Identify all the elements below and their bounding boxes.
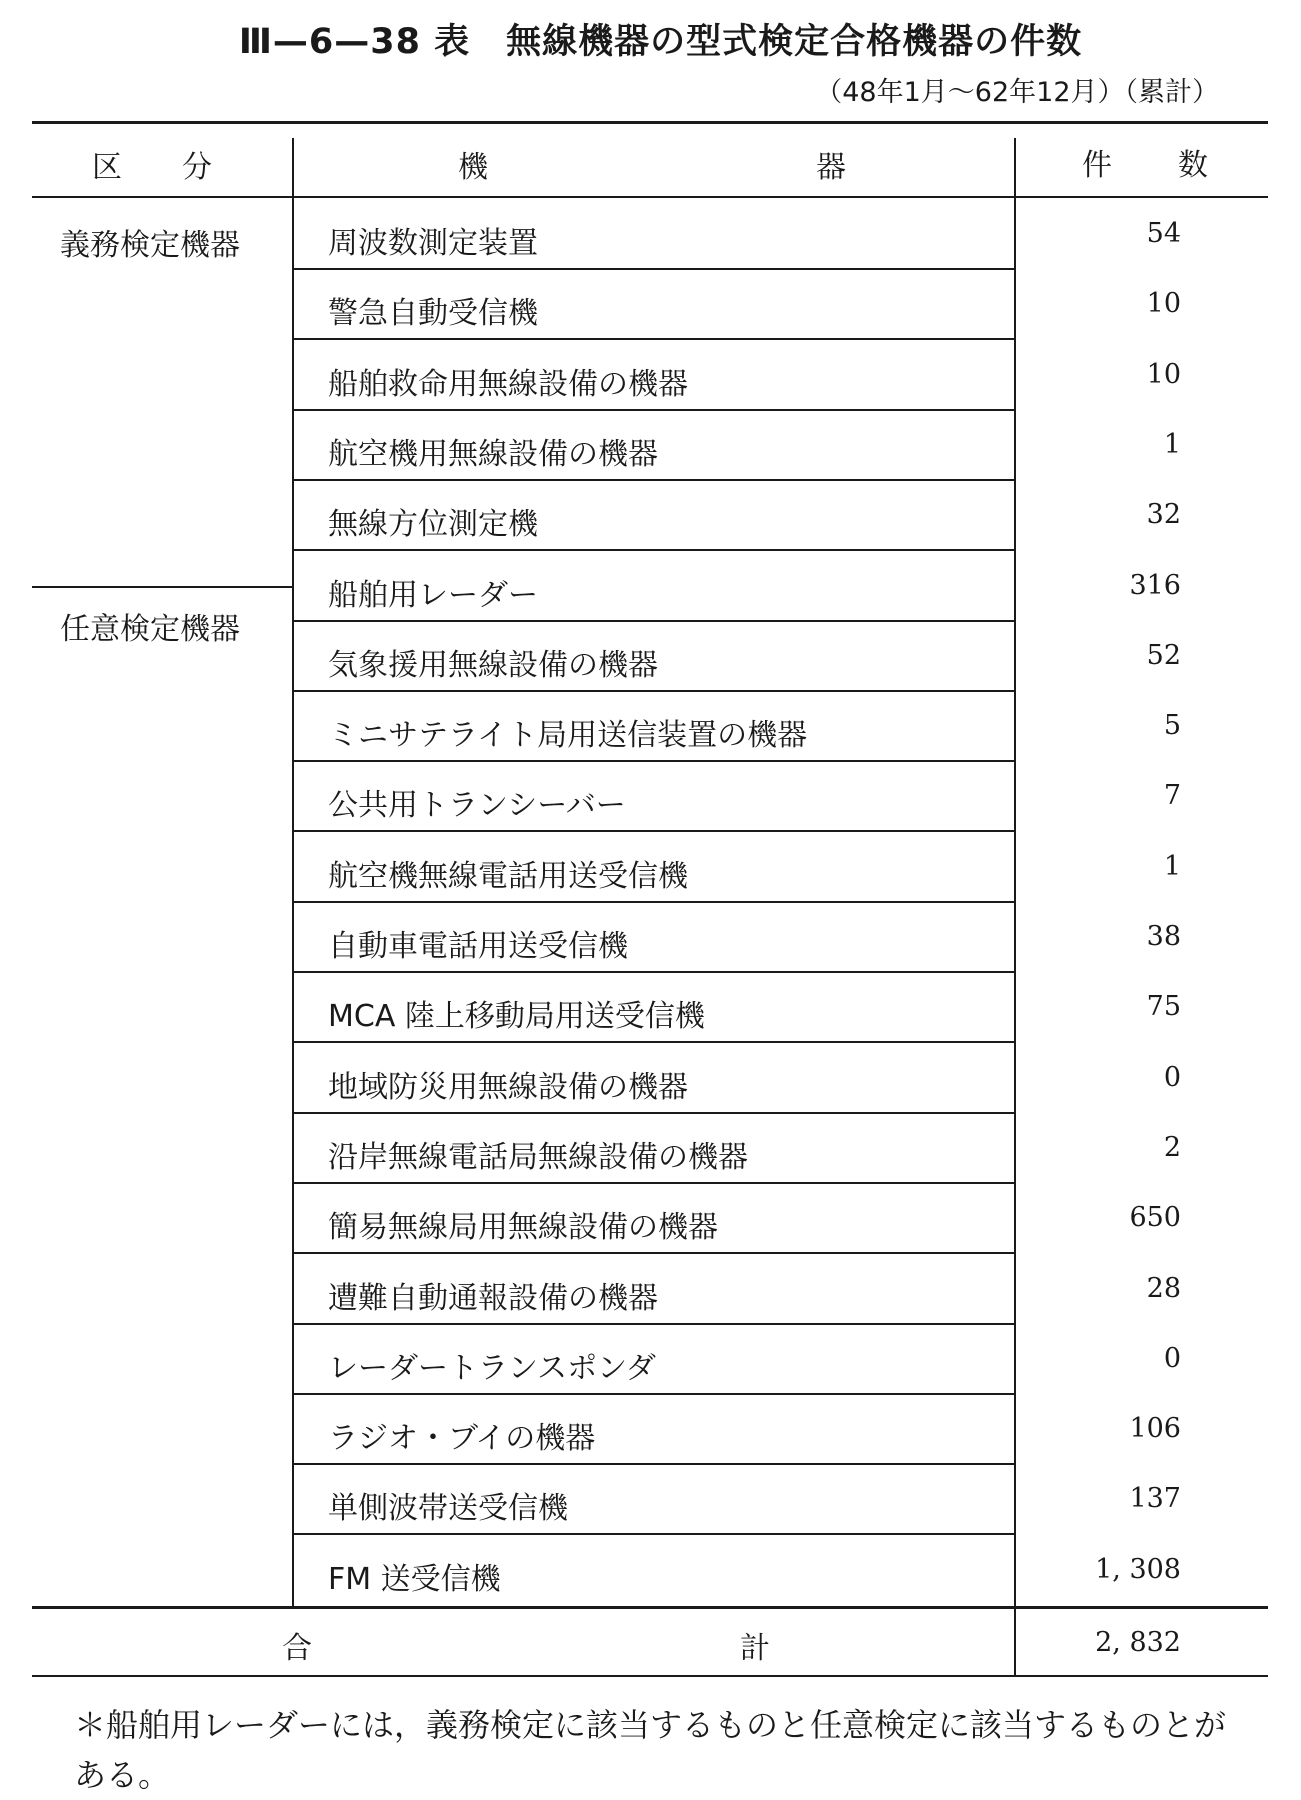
- device-name: 単側波帯送受信機: [328, 1491, 568, 1527]
- table-row: [0, 622, 1301, 692]
- device-name: 警急自動受信機: [328, 296, 538, 332]
- device-name: FM 送受信機: [328, 1561, 501, 1597]
- table-row: [0, 200, 1301, 270]
- device-name: 遭難自動通報設備の機器: [328, 1280, 658, 1316]
- device-count: 52: [1146, 639, 1181, 671]
- device-count: 0: [1163, 1061, 1181, 1093]
- device-name: 航空機用無線設備の機器: [328, 436, 658, 472]
- device-count: 0: [1163, 1342, 1181, 1374]
- device-count: 28: [1146, 1272, 1181, 1304]
- table-row: [0, 552, 1301, 622]
- device-count: 7: [1163, 780, 1181, 812]
- device-name: 船舶救命用無線設備の機器: [328, 366, 688, 402]
- table-row: [0, 1184, 1301, 1254]
- device-count: 54: [1146, 218, 1181, 249]
- table-row: [0, 1255, 1301, 1325]
- table-row: [0, 1536, 1301, 1606]
- device-name: 地域防災用無線設備の機器: [328, 1069, 688, 1105]
- device-count: 32: [1146, 499, 1181, 531]
- device-name: 自動車電話用送受信機: [328, 929, 628, 964]
- table-row: [0, 1325, 1301, 1395]
- total-rule: [32, 1606, 1268, 1609]
- table-row: [0, 692, 1301, 762]
- bottom-rule: [32, 1675, 1268, 1677]
- top-rule: [32, 121, 1268, 124]
- table-row: [0, 973, 1301, 1043]
- category-optional: 任意検定機器: [60, 612, 240, 647]
- device-count: 1, 308: [1095, 1553, 1181, 1585]
- device-name: 無線方位測定機: [328, 507, 538, 543]
- table-row: [0, 1465, 1301, 1535]
- device-name: 簡易無線局用無線設備の機器: [328, 1210, 718, 1246]
- table-row: [0, 481, 1301, 551]
- table-row: [0, 1395, 1301, 1465]
- table-subtitle: （48年1月～62年12月）（累計）: [815, 77, 1219, 108]
- table-row: [0, 833, 1301, 903]
- table-row: [0, 270, 1301, 340]
- footnote: ＊船舶用レーダーには，義務検定に該当するものと任意検定に該当するものとがある。: [74, 1706, 1227, 1794]
- total-value: 2, 832: [1095, 1627, 1181, 1658]
- device-count: 106: [1129, 1413, 1181, 1445]
- total-label-left: 合: [282, 1631, 312, 1666]
- total-label-right: 計: [740, 1631, 770, 1666]
- device-count: 1: [1163, 850, 1181, 882]
- header-device-right: 器: [816, 150, 846, 185]
- header-device-left: 機: [458, 150, 488, 185]
- device-count: 1: [1163, 428, 1181, 460]
- device-name: 沿岸無線電話局無線設備の機器: [328, 1139, 748, 1175]
- table-row: [0, 1044, 1301, 1114]
- header-count-right: 数: [1178, 148, 1208, 183]
- device-name: ラジオ・ブイの機器: [328, 1421, 596, 1457]
- device-name: 気象援用無線設備の機器: [328, 647, 658, 683]
- device-name: 周波数測定装置: [328, 226, 538, 261]
- device-count: 10: [1146, 358, 1181, 390]
- table-title: Ⅲ—6—38 表 無線機器の型式検定合格機器の件数: [238, 22, 1083, 62]
- device-name: 航空機無線電話用送受信機: [328, 858, 688, 894]
- device-count: 38: [1146, 921, 1181, 952]
- device-count: 75: [1146, 991, 1181, 1023]
- table-row: [0, 1114, 1301, 1184]
- device-count: 2: [1163, 1131, 1181, 1163]
- header-count-left: 件: [1082, 148, 1112, 183]
- table-row: [0, 762, 1301, 832]
- header-rule: [32, 196, 1268, 198]
- device-name: レーダートランスポンダ: [328, 1350, 656, 1386]
- device-count: 5: [1163, 710, 1181, 742]
- device-name: 船舶用レーダー: [328, 577, 538, 613]
- table-row: [0, 341, 1301, 411]
- device-name: ミニサテライト局用送信装置の機器: [328, 718, 808, 754]
- device-name: MCA 陸上移動局用送受信機: [328, 999, 705, 1035]
- device-count: 316: [1129, 569, 1181, 601]
- table-row: [0, 411, 1301, 481]
- device-count: 650: [1129, 1202, 1181, 1234]
- table-row: [0, 903, 1301, 973]
- device-count: 137: [1129, 1483, 1181, 1515]
- header-category: 区 分: [92, 150, 212, 185]
- device-count: 10: [1146, 288, 1181, 320]
- category-mandatory: 義務検定機器: [60, 228, 240, 263]
- device-name: 公共用トランシーバー: [328, 788, 626, 824]
